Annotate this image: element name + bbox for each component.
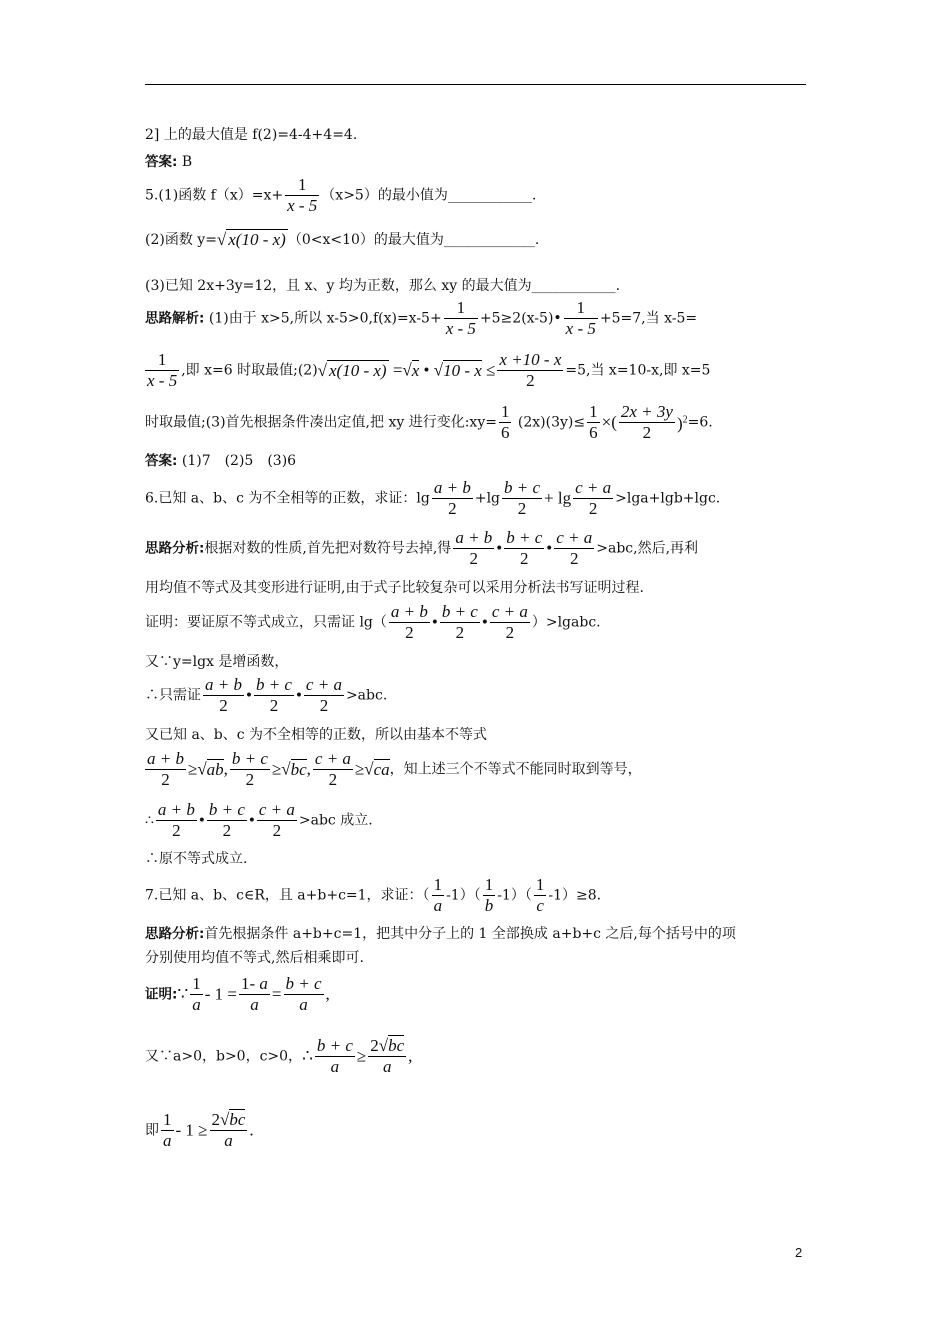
proof-6-line6: ∴ $\frac{a + b}{2}$ • $\frac{b + c}{2}$ • $\frac{c + a}{2}$ >abc 成立. [145, 800, 373, 840]
proof-7-line2: 又∵a>0，b>0，c>0，∴ $\frac{b + c}{a}$ ≥ $\frac{2√bc}{a}$ , [145, 1036, 413, 1076]
question-5-2: (2)函数 y=√ x(10 - x) （0<x<10）的最大值为_____________. [145, 230, 540, 249]
text-line: 2] 上的最大值是 f(2)=4-4+4=4. [145, 127, 358, 143]
question-7: 7.已知 a、b、c∈R，且 a+b+c=1，求证：（ $\frac{1}{a}$ -1）（ $\frac{1}{b}$ -1）（ $\frac{1}{c}$ -1）≥8. [145, 875, 602, 915]
answer-5: 答案: (1)7 (2)5 (3)6 [145, 453, 297, 469]
analysis-6-line1: 思路分析:根据对数的性质,首先把对数符号去掉,得 $\frac{a + b}{2}$ • $\frac{b + c}{2}$ • $\frac{c + a}{2}$ >abc,然后,再利 [145, 528, 699, 568]
answer-line: 答案: B [145, 154, 193, 170]
proof-6-line7: ∴原不等式成立. [145, 851, 248, 867]
proof-7-line1: 证明:∵ $\frac{1}{a}$ - 1 = $\frac{1- a}{a}$ = $\frac{b + c}{a}$ , [145, 974, 330, 1014]
solution-5-line3: 时取最值;(3)首先根据条件凑出定值,把 xy 进行变化:xy= $\frac{1}{6}$ (2x)(3y)≤ $\frac{1}{6}$ ×( $\frac{2x + 3y}{2}$ )$^2$=6. [145, 402, 713, 442]
proof-6-line5: $\frac{a + b}{2}$ ≥√ab, $\frac{b + c}{2}$ ≥√bc, $\frac{c + a}{2}$ ≥√ca，知上述三个不等式不能同时取到等号， [147, 749, 642, 789]
analysis-6-line2: 用均值不等式及其变形进行证明,由于式子比较复杂可以采用分析法书写证明过程. [145, 580, 644, 596]
page-number: 2 [795, 1245, 803, 1260]
proof-6-line2: 又∵y=lgx 是增函数， [145, 654, 289, 670]
solution-5-line2: $\frac{1}{x - 5}$ ,即 x=6 时取最值;(2)√ x(10 - x) =√x • √10 - x ≤ $\frac{x +10 - x}{2}$ =5,当 x=10-x,即 x=5 [147, 350, 711, 390]
header-rule [145, 84, 806, 85]
proof-6-line4: 又已知 a、b、c 为不全相等的正数，所以由基本不等式 [145, 727, 488, 743]
proof-6-line1: 证明：要证原不等式成立，只需证 lg（ $\frac{a + b}{2}$ • $\frac{b + c}{2}$ • $\frac{c + a}{2}$ ）>lgabc. [145, 602, 601, 642]
proof-6-line3: ∴只需证 $\frac{a + b}{2}$ • $\frac{b + c}{2}$ • $\frac{c + a}{2}$ >abc. [145, 675, 388, 715]
question-5-1: 5.(1)函数 f（x）=x+ $\frac{1}{x - 5}$ （x>5）的最小值为____________. [145, 175, 537, 215]
analysis-7-line2: 分别使用均值不等式,然后相乘即可. [145, 950, 364, 966]
question-6: 6.已知 a、b、c 为不全相等的正数，求证：lg $\frac{a + b}{2}$ +lg $\frac{b + c}{2}$ + lg $\frac{c + a}{2}$ >lga+lgb+lgc. [145, 478, 721, 518]
analysis-7-line1: 思路分析:首先根据条件 a+b+c=1，把其中分子上的 1 全部换成 a+b+c 之后,每个括号中的项 [145, 926, 736, 942]
solution-5-line1: 思路解析: (1)由于 x>5,所以 x-5>0,f(x)=x-5+ $\frac{1}{x - 5}$ +5≥2(x-5)• $\frac{1}{x - 5}$ +5=7,当 x-5= [145, 298, 698, 338]
proof-7-line3: 即 $\frac{1}{a}$ - 1 ≥ $\frac{2√bc}{a}$ . [145, 1110, 254, 1150]
question-5-3: (3)已知 2x+3y=12，且 x、y 均为正数，那么 xy 的最大值为____________. [145, 278, 621, 294]
